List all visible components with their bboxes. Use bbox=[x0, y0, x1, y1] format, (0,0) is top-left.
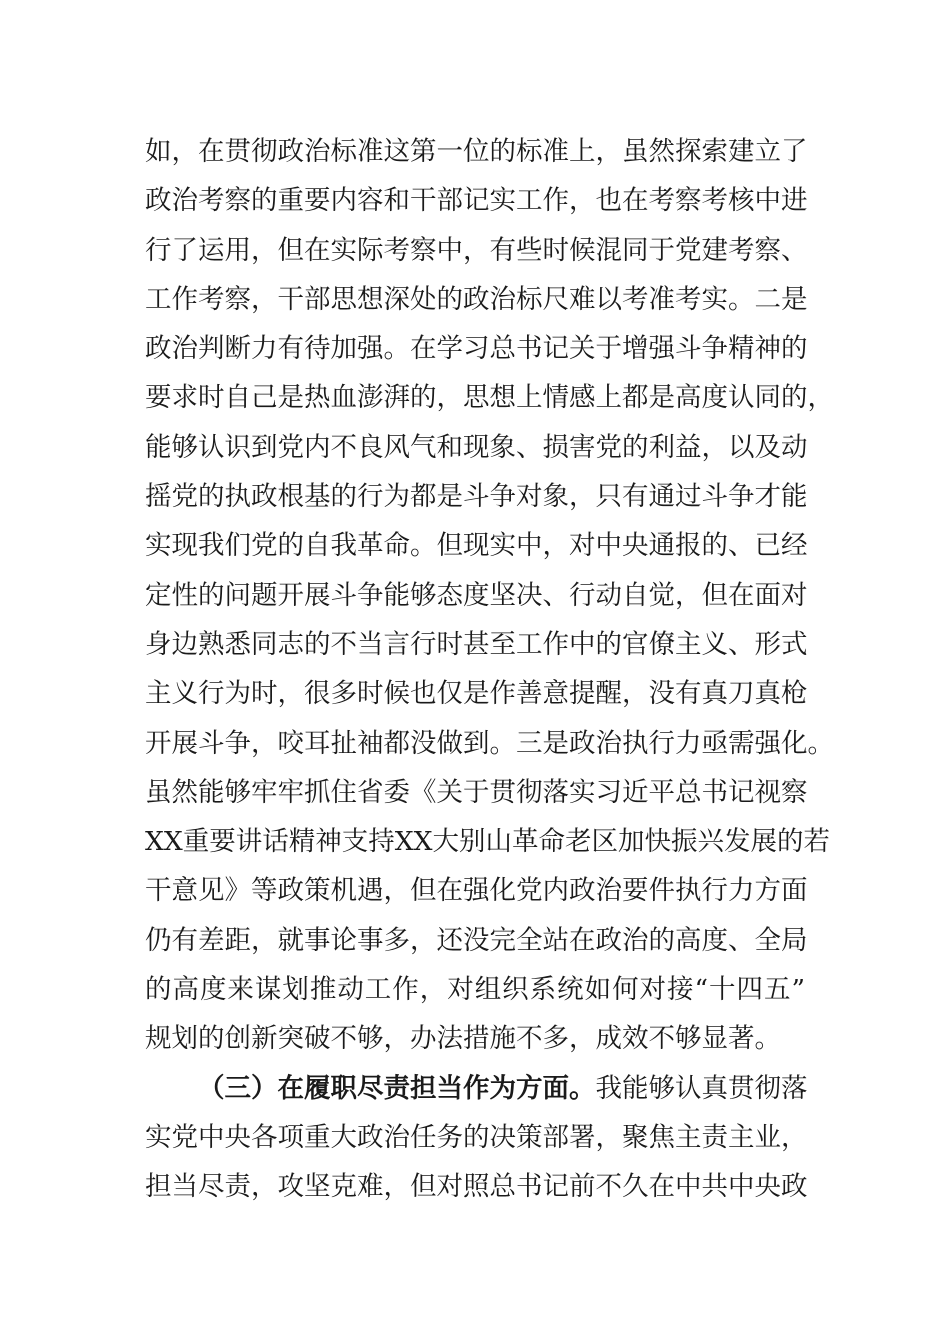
text-line: 虽然能够牢牢抓住省委《关于贯彻落实习近平总书记视察 bbox=[145, 776, 808, 808]
text-line: 工作考察，干部思想深处的政治标尺难以考准考实。二是 bbox=[145, 283, 808, 315]
text-line: XX重要讲话精神支持XX大别山革命老区加快振兴发展的若 bbox=[145, 826, 830, 858]
text-line: 政治判断力有待加强。在学习总书记关于增强斗争精神的 bbox=[145, 333, 808, 365]
text-line: 要求时自己是热血澎湃的，思想上情感上都是高度认同的， bbox=[145, 382, 834, 414]
text-line: 政治考察的重要内容和干部记实工作，也在考察考核中进 bbox=[145, 185, 808, 217]
text-line: 行了运用，但在实际考察中，有些时候混同于党建考察、 bbox=[145, 234, 808, 266]
text-line: 主义行为时，很多时候也仅是作善意提醒，没有真刀真枪 bbox=[145, 678, 808, 710]
text-line: 摇党的执政根基的行为都是斗争对象，只有通过斗争才能 bbox=[145, 481, 808, 513]
section-text: 我能够认真贯彻落 bbox=[595, 1072, 808, 1104]
text-line: 身边熟悉同志的不当言行时甚至工作中的官僚主义、形式 bbox=[145, 628, 808, 660]
text-line: 能够认识到党内不良风气和现象、损害党的利益，以及动 bbox=[145, 431, 808, 463]
section-heading-line bbox=[145, 1064, 808, 1113]
text-line: 如，在贯彻政治标准这第一位的标准上，虽然探索建立了 bbox=[145, 136, 808, 167]
text-line: 开展斗争，咬耳扯袖都没做到。三是政治执行力亟需强化。 bbox=[145, 727, 834, 759]
text-line: 实党中央各项重大政治任务的决策部署，聚焦主责主业， bbox=[145, 1121, 808, 1153]
section-heading: （三）在履职尽责担当作为方面。 bbox=[198, 1072, 596, 1104]
text-line: 定性的问题开展斗争能够态度坚决、行动自觉，但在面对 bbox=[145, 579, 808, 611]
text-line: 担当尽责，攻坚克难，但对照总书记前不久在中共中央政 bbox=[145, 1171, 808, 1203]
text-line: 仍有差距，就事论事多，还没完全站在政治的高度、全局 bbox=[145, 924, 808, 956]
text-line: 规划的创新突破不够，办法措施不多，成效不够显著。 bbox=[145, 1023, 781, 1055]
text-line: 实现我们党的自我革命。但现实中，对中央通报的、已经 bbox=[145, 530, 808, 562]
text-line: 干意见》等政策机遇，但在强化党内政治要件执行力方面 bbox=[145, 875, 808, 907]
text-line: 的高度来谋划推动工作，对组织系统如何对接“十四五” bbox=[145, 974, 805, 1006]
body-text bbox=[145, 127, 834, 1212]
